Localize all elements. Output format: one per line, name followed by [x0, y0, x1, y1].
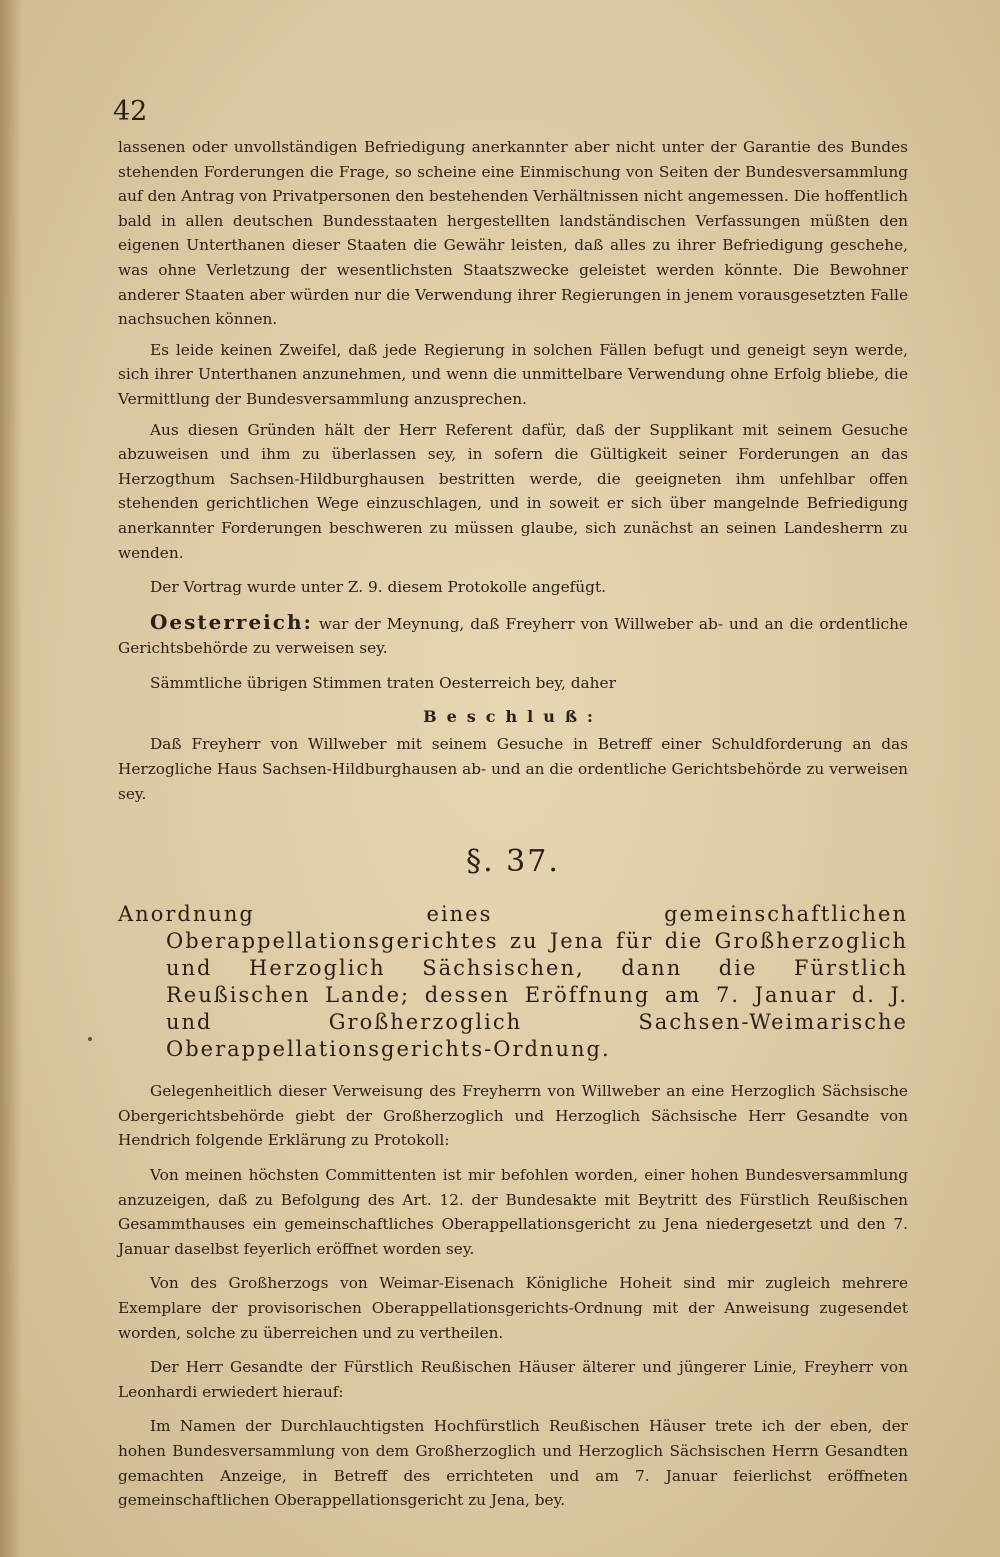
oesterreich-text: war der Meynung, daß Freyherr von Willweber ab- und an die ordentliche Gerichtsbehörde zu verweisen sey.: [118, 614, 908, 658]
paragraph: Von meinen höchsten Committenten ist mir befohlen worden, einer hohen Bundesversammlung anzuzeigen, daß zu Befolgung des Art. 12. der Bundesakte mit Beytritt des Fürstlich Reußischen Gesammthauses ein gemeinschaftliches Oberappellationsgericht zu Jena niedergesetzt und den 7. Januar daselbst feyerlich eröffnet worden sey.: [118, 1166, 908, 1258]
spine-shadow: [0, 0, 22, 1557]
oesterreich-vote: [118, 610, 908, 661]
page-speck: [88, 1037, 92, 1041]
page-number: 42: [113, 96, 148, 127]
paragraph: Im Namen der Durchlauchtigsten Hochfürstlich Reußischen Häuser trete ich der eben, der hohen Bundesversammlung von dem Großherzoglich und Herzoglich Sächsischen Herrn Gesandten gemachten Anzeige, in Betreff des errichteten und am 7. Januar feierlichst eröffneten gemeinschaftlichen Oberappellationsgericht zu Jena, bey.: [118, 1417, 908, 1510]
paragraph: Es leide keinen Zweifel, daß jede Regierung in solchen Fällen befugt und geneigt seyn werde, sich ihrer Unterthanen anzunehmen, und wenn die unmittelbare Verwendung ohne Erfolg bliebe, die Vermittlung der Bundesversammlung anzusprechen.: [118, 340, 908, 408]
remaining-votes: Sämmtliche übrigen Stimmen traten Oesterreich bey, daher: [150, 673, 616, 692]
paragraph: Aus diesen Gründen hält der Herr Referent dafür, daß der Supplikant mit seinem Gesuche abzuweisen und ihm zu überlassen sey, in sofern die Gültigkeit seiner Forderungen an das Herzogthum Sachsen-Hildburghausen bestritten werde, die geeigneten ihm unfehlbar offen stehenden gerichtlichen Wege einzuschlagen, und in soweit er sich über mangelnde Befriedigung anerkannter Forderungen beschweren zu müssen glaube, sich zunächst an seinen Landesherrn zu wenden.: [118, 420, 908, 562]
section-title: Anordnung eines gemeinschaftlichen Oberappellationsgerichtes zu Jena für die Großherzoglich und Herzoglich Sächsischen, dann die Fürstlich Reußischen Lande; dessen Eröffnung am 7. Januar d. J. und Großherzoglich Sachsen-Weimarische Oberappellationsgerichts-Ordnung.: [118, 902, 908, 1062]
upper-text-block: [118, 135, 908, 1513]
paragraph: Der Vortrag wurde unter Z. 9. diesem Protokolle angefügt.: [150, 578, 606, 597]
paragraph: lassenen oder unvollständigen Befriedigung anerkannter aber nicht unter der Garantie des Bundes stehenden Forderungen die Frage, so scheine eine Einmischung von Seiten der Bundesversammlung auf den Antrag von Privatpersonen den bestehenden Verhältnissen nicht angemessen. Die hoffentlich bald in allen deutschen Bundesstaaten hergestellten landständischen Verfassungen müßten den eigenen Unterthanen dieser Staaten die Gewähr leisten, daß alles zu ihrer Befriedigung geschehe, was ohne Verletzung der wesentlichsten Staatszwecke geleistet werden könnte. Die Bewohner anderer Staaten aber würden nur die Verwendung ihrer Regierungen in jenem vorausgesetzten Falle nachsuchen können.: [118, 138, 908, 329]
paragraph: Der Herr Gesandte der Fürstlich Reußischen Häuser älterer und jüngerer Linie, Freyherr von Leonhardi erwiedert hierauf:: [118, 1358, 908, 1401]
oesterreich-heading: Oesterreich:: [150, 609, 313, 634]
paragraph: Gelegenheitlich dieser Verweisung des Freyherrn von Willweber an eine Herzoglich Sächsische Obergerichtsbehörde giebt der Großherzoglich und Herzoglich Sächsische Herr Gesandte von Hendrich folgende Erklärung zu Protokoll:: [118, 1082, 908, 1150]
section-number: §. 37.: [466, 844, 560, 880]
paragraph: Von des Großherzogs von Weimar-Eisenach Königliche Hoheit sind mir zugleich mehrere Exemplare der provisorischen Oberappellationsgerichts-Ordnung mit der Anweisung zugesendet worden, solche zu überreichen und zu vertheilen.: [118, 1274, 908, 1342]
beschluss-heading: Beschluß:: [423, 707, 603, 727]
beschluss-text: Daß Freyherr von Willweber mit seinem Gesuche in Betreff einer Schuldforderung an das Herzogliche Haus Sachsen-Hildburghausen ab- und an die ordentliche Gerichtsbehörde zu verweisen sey.: [118, 735, 908, 803]
